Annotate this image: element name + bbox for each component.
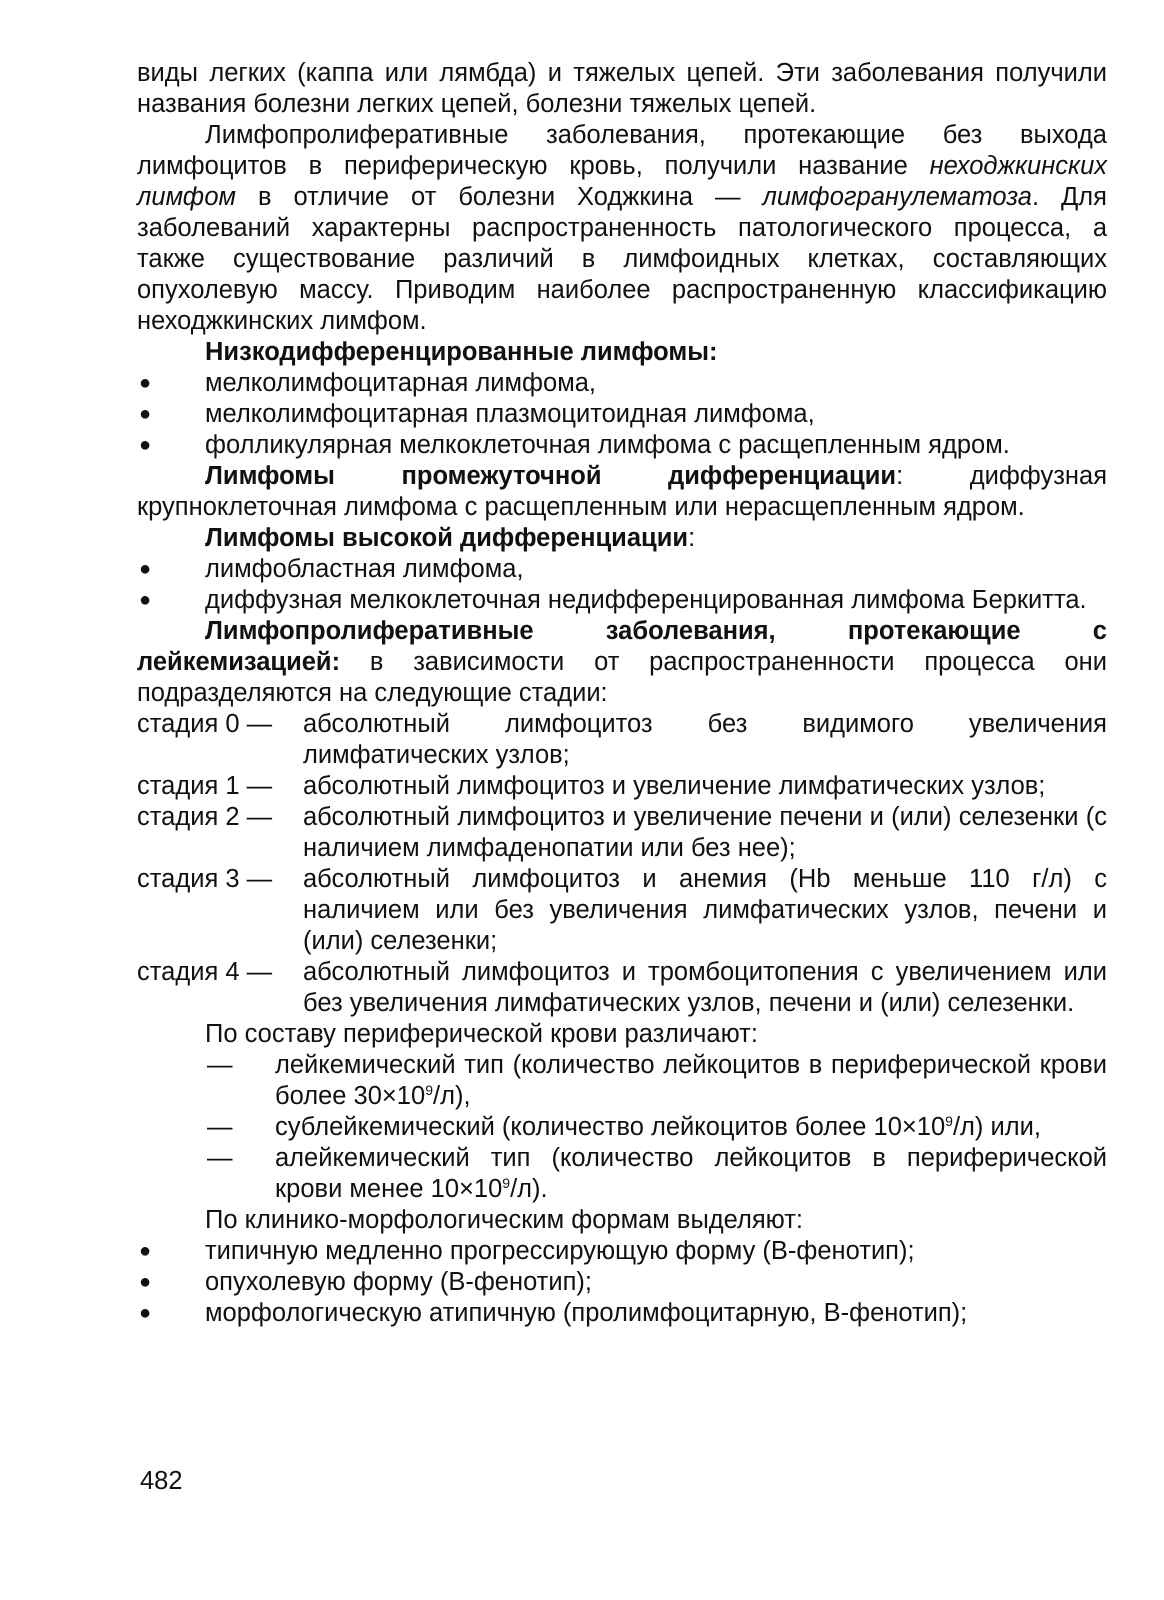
superscript-9: 9 <box>425 1082 433 1098</box>
stage-text: абсолютный лимфоцитоз без видимого увеличения лимфатических узлов; <box>303 710 1107 769</box>
bullet-icon: ● <box>139 1240 152 1262</box>
dash-marker: — <box>207 1144 233 1172</box>
dash-list-item <box>137 1050 1107 1112</box>
stage-text: абсолютный лимфоцитоз и увеличение лимфатических узлов; <box>303 772 1046 800</box>
p2-text-b: в отличие от болезни Ходжкина — <box>236 183 763 211</box>
bullet-icon: ● <box>139 1271 152 1293</box>
leukemization-text: в зависимости от распространенности процесса они подразделяются на следующие стадии: <box>137 648 1107 707</box>
stage-row <box>137 709 1107 771</box>
low-diff-heading-text: Низкодифференцированные лимфомы: <box>205 338 718 366</box>
p2-italic-nhl: неходжкинских лимфом <box>137 152 1107 211</box>
list-item <box>137 399 1107 430</box>
dash-item-text-end: /л), <box>432 1082 471 1110</box>
stage-text: абсолютный лимфоцитоз и тромбоцитопения с увеличением или без увеличения лимфатических узлов, печени и (или) селезенки. <box>303 958 1107 1017</box>
superscript-9: 9 <box>945 1113 953 1129</box>
dash-item-text: лейкемический тип (количество лейкоцитов в периферической крови более 30×10 <box>275 1051 1107 1110</box>
stage-row <box>137 864 1107 957</box>
paragraph-2 <box>137 120 1107 337</box>
dash-list-item <box>137 1143 1107 1205</box>
superscript-9: 9 <box>502 1175 511 1191</box>
mid-diff-paragraph <box>137 461 1107 523</box>
dash-item-text-end: /л) или, <box>952 1113 1041 1141</box>
list-item-text: фолликулярная мелкоклеточная лимфома с расщепленным ядром. <box>205 431 1010 459</box>
stage-row <box>137 802 1107 864</box>
blood-intro: По составу периферической крови различают: <box>205 1020 758 1048</box>
list-item <box>137 1298 1107 1329</box>
bullet-icon: ● <box>139 589 152 611</box>
high-diff-colon: : <box>688 524 696 552</box>
dash-item-text: сублейкемический (количество лейкоцитов более 10×10 <box>275 1113 946 1141</box>
leukemization-heading: Лимфопролиферативные заболевания, протекающие с лейкемизацией: <box>137 617 1107 676</box>
list-item-text: типичную медленно прогрессирующую форму (В-фенотип); <box>205 1237 915 1265</box>
leukemization-paragraph <box>137 616 1107 709</box>
dash-marker: — <box>207 1051 233 1079</box>
list-item <box>137 554 1107 585</box>
bullet-icon: ● <box>139 372 152 394</box>
stage-label: стадия 0 — <box>137 710 273 738</box>
bullet-icon: ● <box>139 434 152 456</box>
stage-label: стадия 3 — <box>137 865 273 893</box>
bullet-icon: ● <box>139 558 152 580</box>
list-item <box>137 368 1107 399</box>
stage-text: абсолютный лимфоцитоз и анемия (Hb меньше 110 г/л) с наличием или без увеличения лимфатических узлов, печени и (или) селезенки; <box>303 865 1107 955</box>
mid-diff-text: : диффузная крупноклеточная лимфома с расщепленным или нерасщепленным ядром. <box>137 462 1108 521</box>
p2-text-a: Лимфопролиферативные заболевания, протекающие без выхода лимфоцитов в периферическую кровь, получили название <box>137 121 1107 180</box>
bullet-icon: ● <box>139 1302 152 1324</box>
p2-italic-lgm: лимфогранулематоза <box>762 183 1032 211</box>
high-diff-heading <box>137 523 1107 554</box>
list-item-text: диффузная мелкоклеточная недифференцированная лимфома Беркитта. <box>205 586 1087 614</box>
p2-text-c: . Для заболеваний характерны распространенность патологического процесса, а также существование различий в лимфоидных клетках, составляющих опухолевую массу. Приводим наиболее распространенную классификацию неходжкинских лимфом. <box>137 183 1107 335</box>
stage-text: абсолютный лимфоцитоз и увеличение печени и (или) селезенки (с наличием лимфаденопатии или без нее); <box>303 803 1107 862</box>
list-item-text: мелколимфоцитарная плазмоцитоидная лимфома, <box>205 400 815 428</box>
list-item <box>137 585 1107 616</box>
low-diff-heading <box>137 337 1107 368</box>
stage-row <box>137 771 1107 802</box>
list-item <box>137 430 1107 461</box>
dash-item-text-end: /л). <box>510 1175 548 1203</box>
paragraph-1: виды легких (каппа или лямбда) и тяжелых цепей. Эти заболевания получили названия болезни легких цепей, болезни тяжелых цепей. <box>137 59 1107 118</box>
dash-item-text: алейкемический тип (количество лейкоцитов в периферической крови менее 10×10 <box>275 1144 1107 1203</box>
page-number: 482 <box>140 1467 183 1495</box>
stage-label: стадия 4 — <box>137 958 273 986</box>
bullet-icon: ● <box>139 403 152 425</box>
mid-diff-heading: Лимфомы промежуточной дифференциации <box>205 462 897 490</box>
high-diff-heading-text: Лимфомы высокой дифференциации <box>205 524 689 552</box>
list-item-text: опухолевую форму (В-фенотип); <box>205 1268 592 1296</box>
stage-label: стадия 2 — <box>137 803 273 831</box>
forms-intro: По клинико-морфологическим формам выделяют: <box>205 1206 804 1234</box>
stage-row <box>137 957 1107 1019</box>
list-item <box>137 1236 1107 1267</box>
page-body <box>137 58 1107 1329</box>
stage-label: стадия 1 — <box>137 772 273 800</box>
list-item <box>137 1267 1107 1298</box>
list-item-text: мелколимфоцитарная лимфома, <box>205 369 597 397</box>
list-item-text: лимфобластная лимфома, <box>205 555 524 583</box>
dash-marker: — <box>207 1113 233 1141</box>
list-item-text: морфологическую атипичную (пролимфоцитарную, В-фенотип); <box>205 1299 968 1327</box>
dash-list-item <box>137 1112 1107 1143</box>
